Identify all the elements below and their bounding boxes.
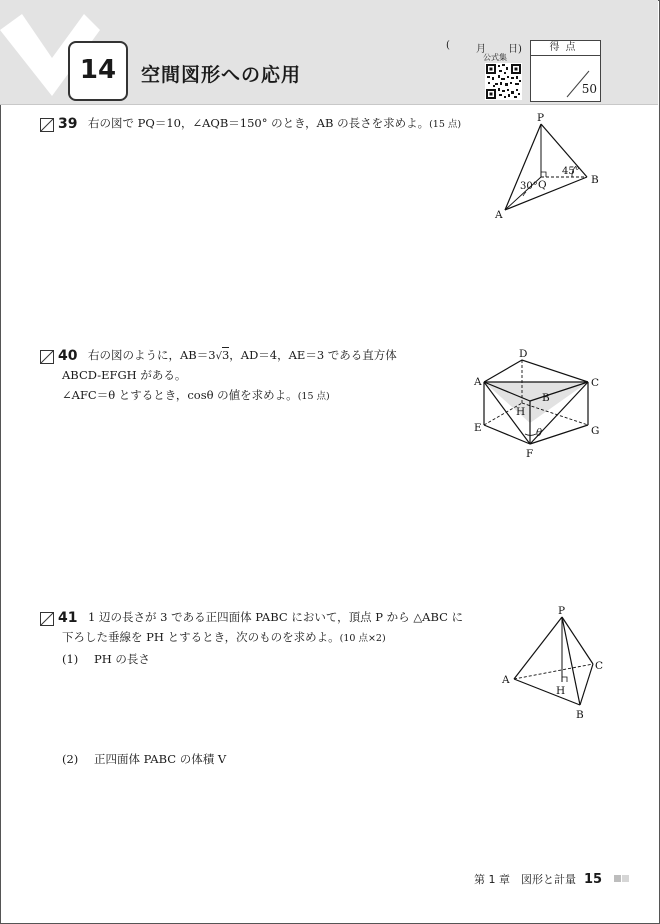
problem-40-line3 [62,386,330,406]
footer-marks [614,875,630,883]
formula-label: 公式集 [483,53,507,62]
label-q: Q [538,179,547,191]
problem-41-line2 [62,628,386,648]
label-a: A [502,674,510,686]
label-h: H [516,406,526,418]
label-p: P [537,112,545,124]
problem-41-sub1 [62,651,150,667]
qr-code-icon[interactable] [485,63,522,100]
score-label: 得点 [531,41,600,56]
problem-41-line1: 1 辺の長さが 3 である正四面体 PABC において，頂点 P から △ABC に [88,610,464,624]
problem-40-root: 3 [221,348,230,362]
edge-ab [514,679,580,705]
right-angle-q [541,172,546,177]
sub1-label: (1) [62,652,79,666]
chapter-title: 第 1 章 図形と計量 [474,873,576,886]
figure-39 [490,112,620,222]
label-g: G [591,425,600,437]
score-max: 50 [581,82,597,96]
label-b: B [591,174,599,186]
unit-title: 空間図形への応用 [141,64,302,86]
date-day: 日) [508,44,522,55]
label-d: D [519,348,528,360]
page-number: 15 [584,872,603,887]
problem-39-points: (15 点) [429,119,462,130]
unit-number: 14 [79,55,117,85]
sub2-label: (2) [62,752,79,766]
label-a: A [474,376,482,388]
sub1-text: PH の長さ [93,652,150,666]
label-c: C [595,660,604,672]
problem-40-points: (15 点) [297,391,330,402]
figure-40 [470,345,610,465]
edge-ac [514,664,593,679]
label-a: A [495,209,503,221]
label-f: F [526,448,534,460]
right-angle-h [562,677,567,682]
label-b: B [542,392,550,404]
problem-40-text-a: 右の図のように，AB＝3 [88,348,216,362]
date-month: 月 [476,44,486,55]
edge-ad-dc [484,360,588,382]
figure-41 [490,605,620,725]
problem-40-line2: ABCD-EFGH がある。 [62,368,187,382]
edge-bc [580,664,593,705]
problem-41-statement: 下ろした垂線を PH とするとき，次のものを求めよ。 [62,630,340,644]
problem-40-line1 [88,346,397,366]
score-box [530,40,601,102]
label-theta: θ [536,428,543,439]
label-b: B [576,709,584,721]
problem-41-sub2 [62,751,226,767]
checkbox-39[interactable] [40,118,54,132]
problem-39-text [88,114,461,134]
date-paren: ( [446,40,450,51]
label-h: H [556,685,566,697]
checkbox-40[interactable] [40,350,54,364]
label-angle-a: 30° [520,181,538,192]
checkbox-41[interactable] [40,612,54,626]
problem-39-statement: 右の図で PQ＝10，∠AQB＝150° のとき，AB の長さを求めよ。 [88,116,430,130]
label-angle-b: 45° [562,166,580,177]
problem-40-statement: ∠AFC＝θ とするとき，cosθ の値を求めよ。 [62,388,298,402]
problem-40-text-b: ，AD＝4，AE＝3 である直方体 [229,348,397,362]
unit-number-box [68,41,128,101]
problem-41-number: 41 [58,610,78,626]
problem-40-number: 40 [58,348,78,364]
unit-header [0,0,658,105]
page-footer [474,871,602,887]
label-e: E [474,422,482,434]
sub2-text: 正四面体 PABC の体積 V [93,752,227,766]
problem-41-points: (10 点×2) [339,633,386,644]
label-c: C [591,377,600,389]
edge-pa [514,617,562,679]
problem-39-number: 39 [58,116,78,132]
sqrt-icon: √ [215,351,222,362]
label-p: P [558,605,566,617]
